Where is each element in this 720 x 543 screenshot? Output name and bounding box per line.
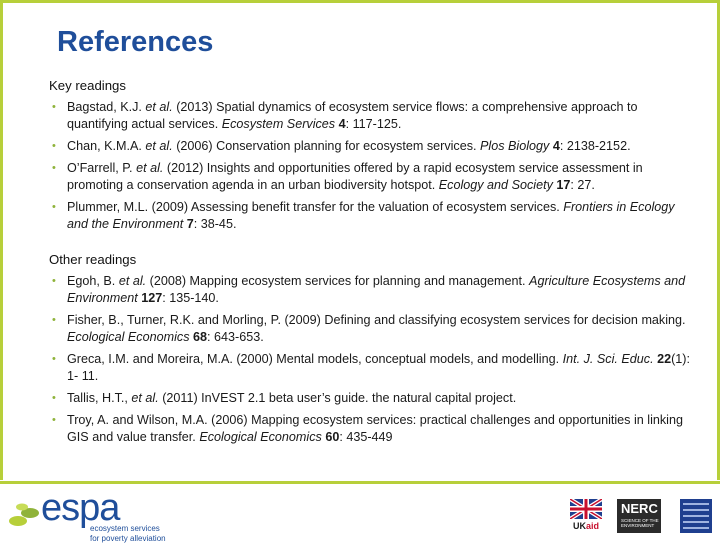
reference-vol: 127	[141, 291, 163, 305]
other-readings-heading: Other readings	[49, 252, 137, 267]
reference-rest: (2013) Spatial dynamics of ecosystem service flows: a comprehensive approach to quantifying actual services.	[67, 100, 638, 131]
reference-pages: : 38-45.	[193, 217, 237, 231]
nerc-subtitle: SCIENCE OF THE ENVIRONMENT	[621, 518, 659, 528]
reference-item	[49, 199, 699, 233]
other-readings-list	[49, 273, 699, 446]
nerc-logo	[617, 499, 661, 533]
reference-journal: Ecological Economics	[199, 430, 322, 444]
reference-rest: (2012) Insights and opportunities offered by a rapid ecosystem service assessment in promoting a conservation agenda in an urban biodiversity hotspot.	[67, 161, 643, 192]
esrc-logo	[680, 499, 712, 533]
reference-journal: Plos Biology	[480, 139, 550, 153]
ukaid-label: UKaid	[572, 521, 599, 531]
reference-et-al: et al.	[145, 139, 173, 153]
reference-text: O’Farrell, P.	[67, 161, 137, 175]
reference-text: Troy, A. and Wilson, M.A. (2006) Mapping ecosystem services: practical challenges and opportunities in linking GIS and value transfer.	[67, 413, 683, 444]
reference-text: Fisher, B., Turner, R.K. and Morling, P. (2009) Defining and classifying ecosystem services for decision making.	[67, 313, 686, 327]
logo-subtitle-2: for poverty alleviation	[90, 534, 166, 543]
reference-journal: Ecosystem Services	[221, 117, 336, 131]
reference-et-al: et al.	[118, 274, 147, 288]
reference-pages: : 643-653.	[207, 330, 264, 344]
reference-journal: Frontiers in Ecology and the Environment	[67, 200, 675, 231]
reference-et-al: et al.	[131, 391, 159, 405]
union-flag-icon	[570, 499, 602, 519]
reference-journal: Int. J. Sci. Educ.	[562, 352, 654, 366]
reference-pages: : 117-125.	[345, 117, 402, 131]
leaf-icon	[8, 493, 42, 533]
reference-item	[49, 390, 699, 407]
reference-item	[49, 312, 699, 346]
reference-et-al: et al.	[136, 161, 164, 175]
reference-pages: : 135-140.	[162, 291, 219, 305]
references-content	[49, 78, 699, 451]
reference-et-al: et al.	[145, 100, 173, 114]
reference-item	[49, 412, 699, 446]
footer-band	[0, 481, 720, 484]
reference-text: Greca, I.M. and Moreira, M.A. (2000) Mental models, conceptual models, and modelling.	[67, 352, 563, 366]
reference-rest: (2011) InVEST 2.1 beta user’s guide. the natural capital project.	[158, 391, 517, 405]
reference-text: Plummer, M.L. (2009) Assessing benefit transfer for the valuation of ecosystem services.	[67, 200, 564, 214]
slide-title: References	[57, 26, 214, 58]
reference-vol: 4	[338, 117, 346, 131]
reference-text: Tallis, H.T.,	[67, 391, 132, 405]
reference-item	[49, 99, 699, 133]
reference-item	[49, 138, 699, 155]
esrc-pattern-icon	[680, 499, 712, 533]
reference-vol: 7	[186, 217, 194, 231]
reference-vol: 4	[552, 139, 560, 153]
reference-text: Chan, K.M.A.	[67, 139, 146, 153]
reference-journal: Agriculture Ecosystems and Environment	[67, 274, 686, 305]
reference-journal: Ecology and Society	[438, 178, 553, 192]
reference-text: Bagstad, K.J.	[67, 100, 146, 114]
reference-vol: 68	[193, 330, 208, 344]
logo-text: espa	[41, 487, 120, 529]
reference-pages: (1): 1- 11.	[67, 352, 690, 383]
key-readings-heading: Key readings	[49, 78, 126, 93]
logo-subtitle-1: ecosystem services	[90, 524, 160, 533]
nerc-label: NERC	[621, 501, 658, 516]
reference-rest: (2008) Mapping ecosystem services for planning and management.	[146, 274, 530, 288]
reference-pages: : 2138-2152.	[559, 139, 631, 153]
reference-pages: : 435-449	[339, 430, 393, 444]
reference-item	[49, 160, 699, 194]
espa-logo	[8, 487, 178, 543]
reference-item	[49, 273, 699, 307]
ukaid-logo	[570, 499, 602, 533]
reference-vol: 60	[325, 430, 340, 444]
left-border	[0, 0, 3, 480]
key-readings-list	[49, 99, 699, 233]
reference-vol: 17	[556, 178, 571, 192]
footer	[0, 481, 720, 543]
reference-pages: : 27.	[570, 178, 595, 192]
reference-rest: (2006) Conservation planning for ecosystem services.	[172, 139, 481, 153]
reference-journal: Ecological Economics	[67, 330, 190, 344]
reference-vol: 22	[657, 352, 672, 366]
top-border	[0, 0, 720, 3]
reference-text: Egoh, B.	[67, 274, 119, 288]
reference-item	[49, 351, 699, 385]
